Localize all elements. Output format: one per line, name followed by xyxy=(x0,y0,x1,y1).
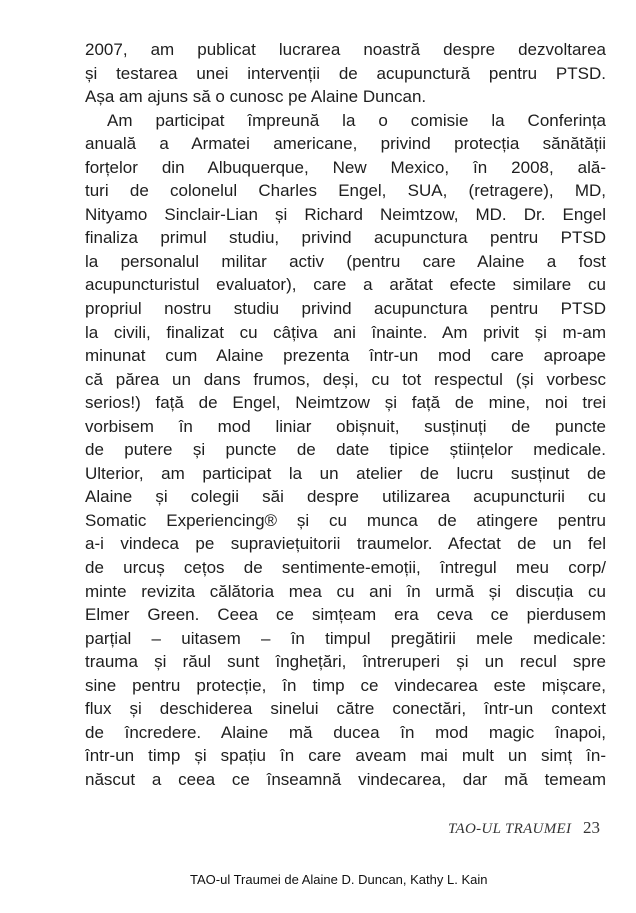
text-line: Alaine și colegii săi despre utilizarea acupuncturii cu xyxy=(85,487,606,507)
running-head-title: TAO-UL TRAUMEI xyxy=(448,821,572,837)
text-line: anuală a Armatei americane, privind protecția sănătății xyxy=(85,134,606,154)
book-caption: TAO-ul Traumei de Alaine D. Duncan, Kathy L. Kain xyxy=(190,872,488,887)
text-line: minte revizita călătoria mea cu ani în urmă și discuția cu xyxy=(85,581,606,601)
text-line: Așa am ajuns să o cunosc pe Alaine Duncan. xyxy=(85,87,427,107)
text-line: flux și deschiderea sinelui către conectări, într-un context xyxy=(85,699,606,719)
text-line: Nityamo Sinclair-Lian și Richard Neimtzow, MD. Dr. Engel xyxy=(85,204,606,224)
text-line: acupuncturistul evaluator), care a arătat efecte similare cu xyxy=(85,275,606,295)
text-line: Am participat împreună la o comisie la Conferința xyxy=(107,110,606,130)
text-line: parțial – uitasem – în timpul pregătirii mele medicale: xyxy=(85,628,606,648)
text-line: 2007, am publicat lucrarea noastră despre dezvoltarea xyxy=(85,40,606,59)
text-line: Elmer Green. Ceea ce simțeam era ceva ce pierdusem xyxy=(85,605,606,625)
text-line: Ulterior, am participat la un atelier de lucru susținut de xyxy=(85,463,606,483)
text-line: de încredere. Alaine mă ducea în mod magic înapoi, xyxy=(85,722,606,742)
text-line: propriul nostru studiu privind acupunctura pentru PTSD xyxy=(85,299,606,319)
text-line: vorbisem în mod liniar obișnuit, susținuți de puncte xyxy=(85,416,606,436)
text-line: că părea un dans frumos, deși, cu tot respectul (și vorbesc xyxy=(85,369,606,389)
text-line: la personalul militar activ (pentru care Alaine a fost xyxy=(85,251,606,271)
text-line: la civili, finalizat cu câțiva ani înainte. Am privit și m-am xyxy=(85,322,606,342)
page-number: 23 xyxy=(583,818,600,837)
text-line: finaliza primul studiu, privind acupunctura pentru PTSD xyxy=(85,228,606,248)
text-line: Somatic Experiencing® și cu munca de atingere pentru xyxy=(85,510,606,530)
text-line: turi de colonelul Charles Engel, SUA, (retragere), MD, xyxy=(85,181,606,201)
text-line: minunat cum Alaine prezenta într-un mod care aproape xyxy=(85,346,606,366)
text-line: forțelor din Albuquerque, New Mexico, în 2008, ală- xyxy=(85,157,606,177)
text-line: într-un timp și spațiu în care aveam mai mult un simț în- xyxy=(85,746,606,766)
text-line: și testarea unei intervenții de acupunctură pentru PTSD. xyxy=(85,63,606,83)
text-line: trauma și răul sunt înghețări, întreruperi și un recul spre xyxy=(85,652,606,672)
text-line: de putere și puncte de date tipice științelor medicale. xyxy=(85,440,606,460)
text-line: născut a ceea ce înseamnă vindecarea, dar mă temeam xyxy=(85,769,606,789)
text-line: a-i vindeca pe supraviețuitorii traumelor. Afectat de un fel xyxy=(85,534,606,554)
running-head xyxy=(448,818,600,838)
text-line: sine pentru protecție, în timp ce vindecarea este mișcare, xyxy=(85,675,606,695)
body-text xyxy=(85,38,606,792)
text-line: serios!) față de Engel, Neimtzow și față de mine, noi trei xyxy=(85,393,606,413)
text-line: de urcuș cețos de sentimente-emoții, întregul meu corp/ xyxy=(85,558,606,578)
